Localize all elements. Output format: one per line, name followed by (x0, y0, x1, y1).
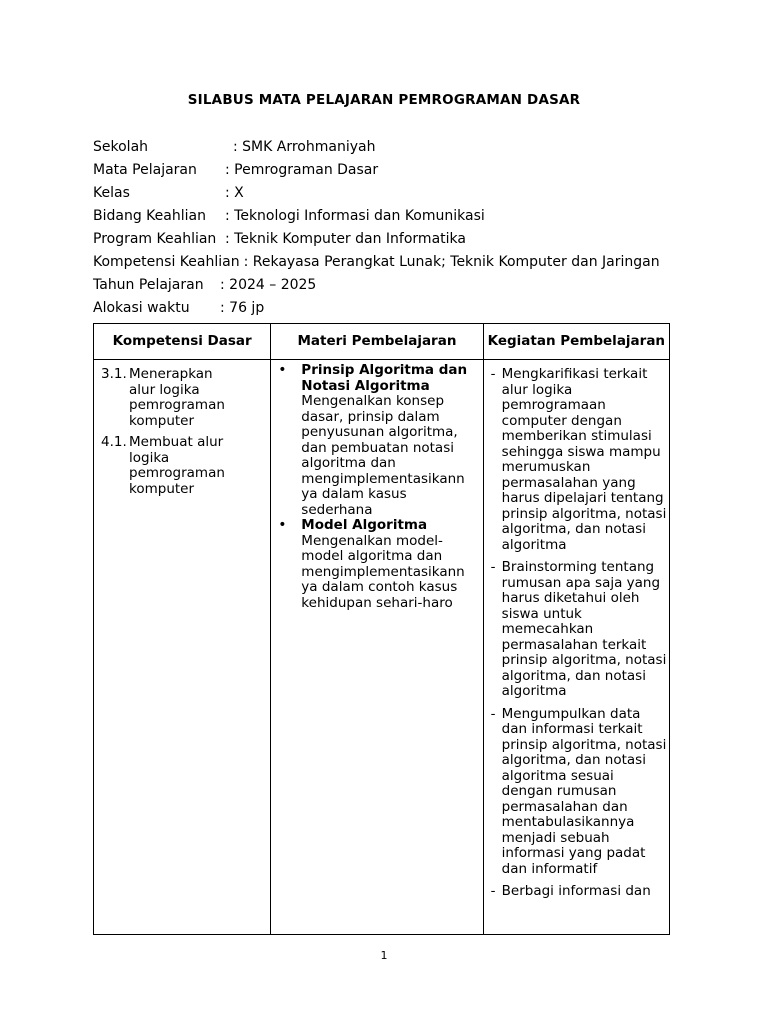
kompetensi-text: Menerapkan alur logika pemrograman komputer (129, 366, 225, 429)
materi-item (278, 363, 482, 518)
info-row-tahun-pelajaran (93, 275, 660, 298)
page-number: 1 (380, 949, 388, 962)
kegiatan-cell (483, 360, 669, 935)
kegiatan-item (491, 884, 669, 900)
header-kompetensi-dasar: Kompetensi Dasar (94, 324, 271, 360)
info-label: Mata Pelajaran (93, 162, 197, 178)
info-value: : Rekayasa Perangkat Lunak; Teknik Komputer dan Jaringan (243, 254, 660, 270)
info-row-kompetensi-keahlian (93, 252, 660, 275)
info-value: : Teknik Komputer dan Informatika (225, 231, 466, 247)
header-kegiatan-pembelajaran: Kegiatan Pembelajaran (483, 324, 669, 360)
kegiatan-item (491, 367, 669, 553)
dash-marker: - (490, 705, 496, 722)
info-value: : X (225, 185, 244, 201)
kegiatan-text: Mengumpulkan data dan informasi terkait prinsip algoritma, notasi algoritma, dan notasi algoritma sesuai dengan rumusan permasalahan dan mentabulasikannya menjadi sebuah informasi yang padat dan informatif (501, 705, 667, 877)
info-row-mata-pelajaran (93, 160, 660, 183)
materi-description: Mengenalkan konsep dasar, prinsip dalam penyusunan algoritma, dan pembuatan notasi algoritma dan mengimplementasikann ya dalam kasus sederhana (301, 393, 465, 518)
table-row (94, 360, 670, 935)
materi-title: Prinsip Algoritma dan Notasi Algoritma (301, 362, 468, 394)
materi-cell (271, 360, 483, 935)
kompetensi-cell (94, 360, 271, 935)
info-value: : Teknologi Informasi dan Komunikasi (225, 208, 485, 224)
info-label: Tahun Pelajaran (93, 277, 204, 293)
page-title: SILABUS MATA PELAJARAN PEMROGRAMAN DASAR (187, 92, 581, 108)
info-label: Kelas (93, 185, 130, 201)
header-materi-pembelajaran: Materi Pembelajaran (271, 324, 483, 360)
materi-item (278, 518, 482, 611)
kegiatan-item (491, 560, 669, 700)
info-row-sekolah (93, 137, 660, 160)
kompetensi-item (101, 435, 270, 497)
kegiatan-text: Berbagi informasi dan (501, 883, 651, 899)
table-header-row (94, 324, 670, 360)
materi-title: Model Algoritma (301, 517, 428, 533)
info-label: Program Keahlian (93, 231, 217, 247)
info-value: : Pemrograman Dasar (225, 162, 379, 178)
info-label: Kompetensi Keahlian (93, 254, 240, 270)
dash-marker: - (490, 883, 496, 899)
info-label: Bidang Keahlian (93, 208, 206, 224)
document-info (93, 137, 660, 321)
info-row-alokasi-waktu (93, 298, 660, 321)
kegiatan-text: Brainstorming tentang rumusan apa saja yang harus diketahui oleh siswa untuk memecahkan permasalahan terkait prinsip algoritma, notasi algoritma, dan notasi algoritma (501, 559, 667, 699)
kompetensi-text: Membuat alur logika pemrograman komputer (129, 434, 225, 497)
info-value: : SMK Arrohmaniyah (233, 139, 376, 155)
info-row-kelas (93, 183, 660, 206)
kompetensi-item (101, 367, 270, 429)
kegiatan-text: Mengkarifikasi terkait alur logika pemrogramaan computer dengan memberikan stimulasi sehingga siswa mampu merumuskan permasalahan yang harus dipelajari tentang prinsip algoritma, notasi algoritma, dan notasi algoritma (501, 366, 667, 553)
bullet-icon: • (278, 517, 287, 533)
materi-description: Mengenalkan model-model algoritma dan mengimplementasikann ya dalam contoh kasus kehidupan sehari-haro (301, 532, 465, 611)
info-row-program-keahlian (93, 229, 660, 252)
syllabus-table (93, 323, 670, 935)
info-value: : 76 jp (220, 300, 265, 316)
kegiatan-item (491, 707, 669, 878)
info-label: Alokasi waktu (93, 300, 190, 316)
bullet-icon: • (278, 362, 287, 378)
kompetensi-number: 3.1. (101, 366, 127, 382)
dash-marker: - (490, 366, 496, 382)
info-value: : 2024 – 2025 (220, 277, 317, 293)
info-row-bidang-keahlian (93, 206, 660, 229)
info-label: Sekolah (93, 139, 149, 155)
kompetensi-number: 4.1. (101, 434, 127, 450)
dash-marker: - (490, 559, 496, 575)
